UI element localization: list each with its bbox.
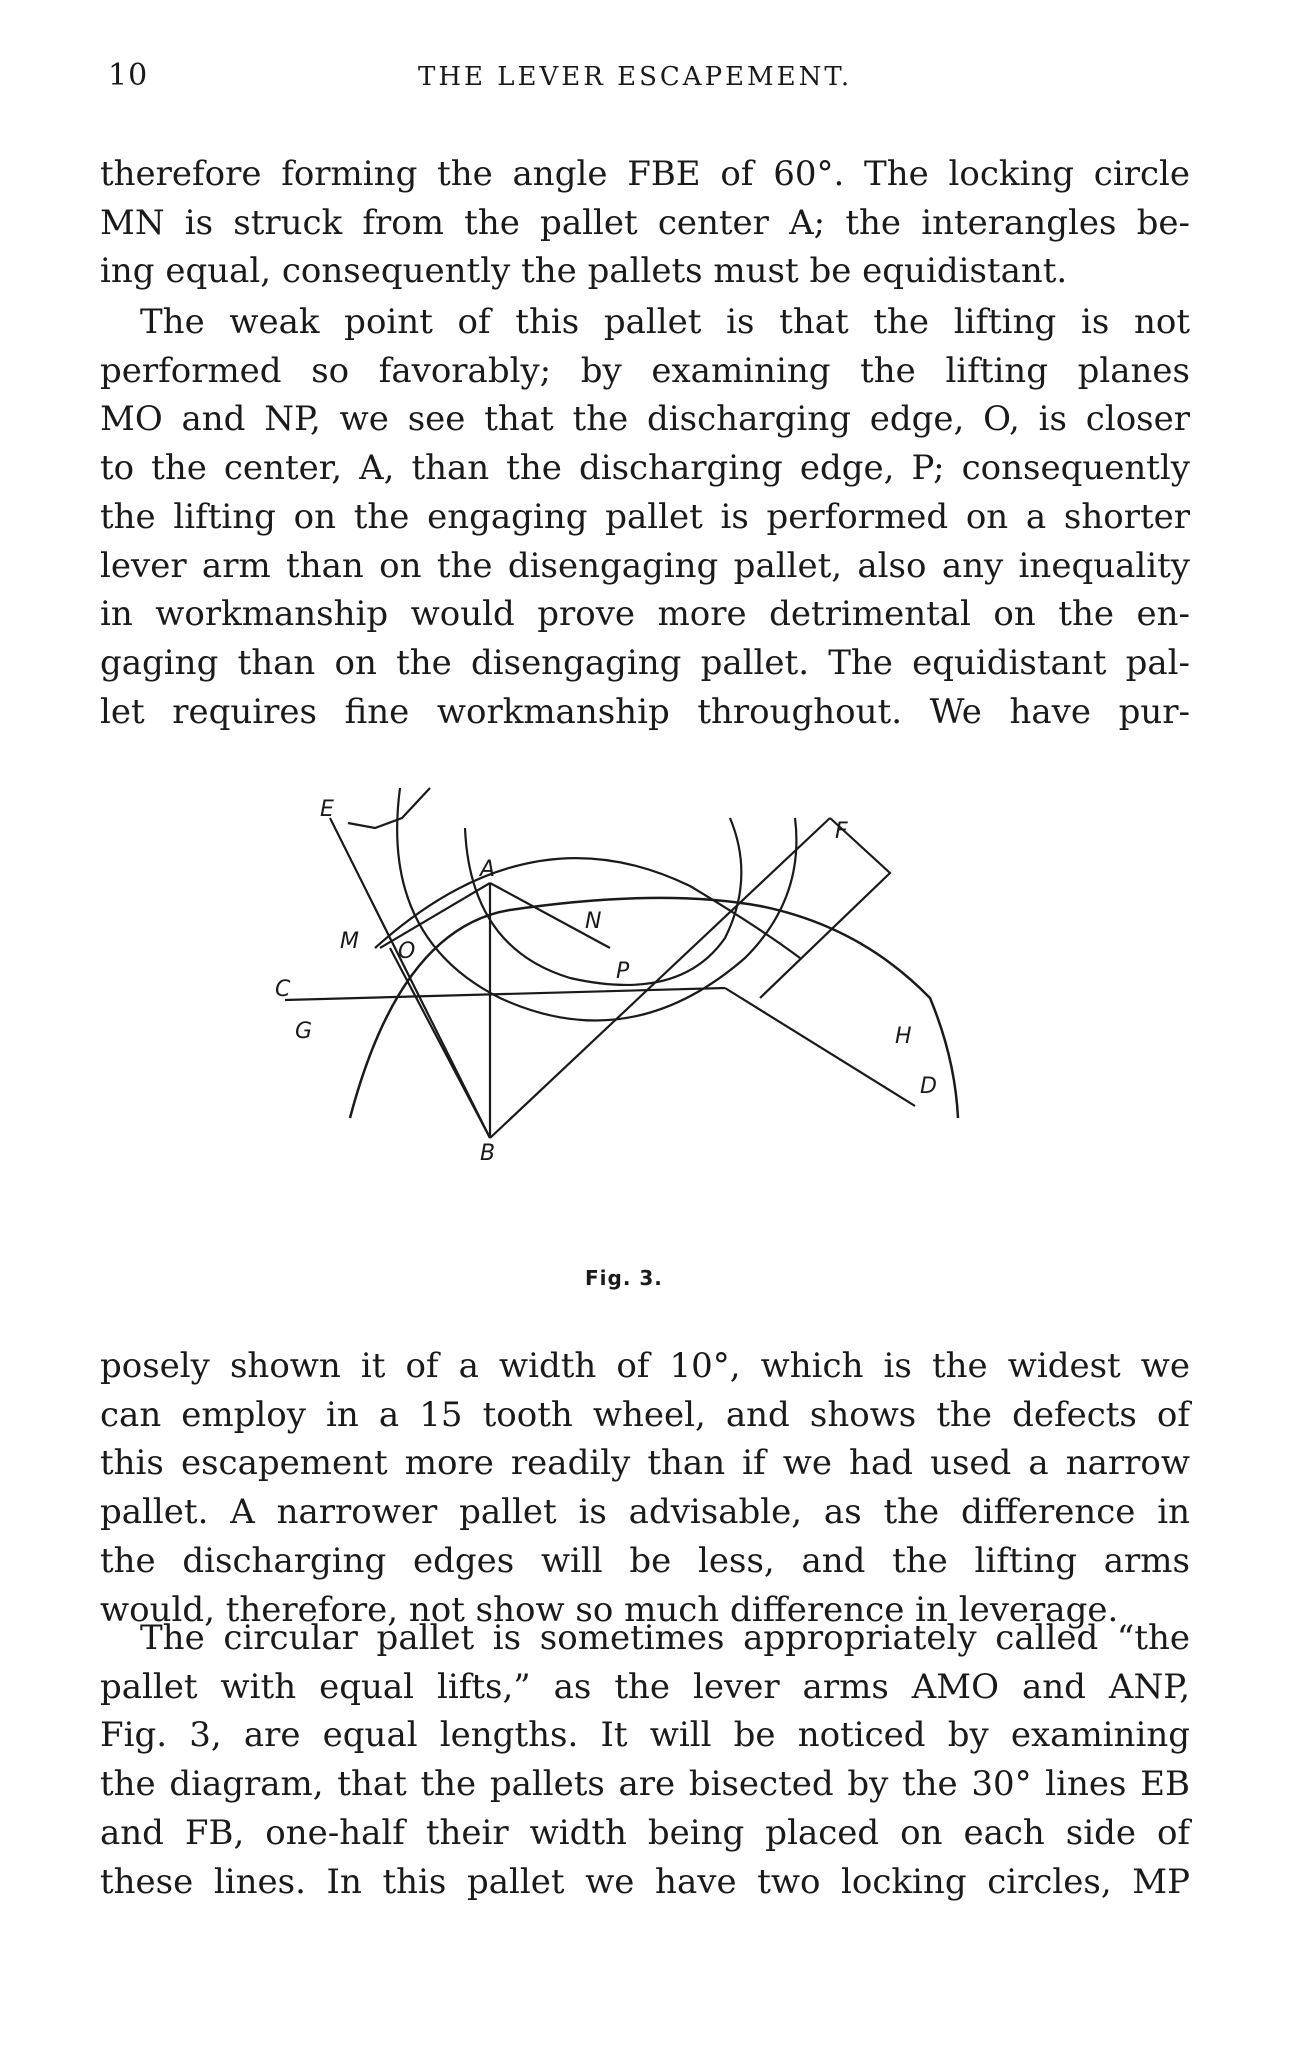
text-line: would, therefore, not show so much difference in leverage. xyxy=(100,1589,1119,1630)
label-e: E xyxy=(320,797,334,822)
label-o: O xyxy=(398,939,416,964)
line-mb xyxy=(390,948,490,1138)
label-g: G xyxy=(295,1019,313,1044)
label-d: D xyxy=(920,1074,937,1099)
label-a: A xyxy=(480,857,496,882)
text-line: and FB, one-half their width being placed on each side of xyxy=(100,1812,1190,1853)
text-line: ing equal, consequently the pallets must be equidistant. xyxy=(100,251,1068,292)
label-c: C xyxy=(275,977,291,1002)
paragraph-2 xyxy=(100,298,1190,736)
text-line: performed so favorably; by examining the lifting planes xyxy=(100,350,1190,391)
page-number: 10 xyxy=(108,58,149,93)
text-line: the lifting on the engaging pallet is performed on a shorter xyxy=(100,496,1190,537)
text-line: MN is struck from the pallet center A; the interangles be- xyxy=(100,202,1190,243)
radius-am xyxy=(380,883,490,948)
text-line: can employ in a 15 tooth wheel, and shows the defects of xyxy=(100,1394,1190,1435)
wheel-arc xyxy=(350,898,958,1118)
label-n: N xyxy=(585,909,602,934)
label-p: P xyxy=(616,959,630,984)
figure-caption: Fig. 3. xyxy=(585,1266,663,1290)
label-f: F xyxy=(835,819,848,844)
text-line: posely shown it of a width of 10°, which is the widest we xyxy=(100,1346,1190,1386)
text-line: pallet with equal lifts,” as the lever arms AMO and ANP, xyxy=(100,1666,1190,1707)
text-line: MO and NP, we see that the discharging edge, O, is closer xyxy=(100,399,1190,440)
running-title: THE LEVER ESCAPEMENT. xyxy=(418,62,853,92)
pallet-left xyxy=(348,788,430,828)
text-line: let requires fine workmanship throughout. We have pur- xyxy=(100,691,1190,732)
text-line: these lines. In this pallet we have two locking circles, MP xyxy=(100,1861,1190,1902)
label-h: H xyxy=(895,1024,912,1049)
text-line: this escapement more readily than if we had used a narrow xyxy=(100,1443,1190,1484)
label-m: M xyxy=(340,929,359,954)
paragraph-4 xyxy=(100,1614,1190,1906)
text-line: Fig. 3, are equal lengths. It will be noticed by examining xyxy=(100,1715,1190,1756)
line-cd xyxy=(285,988,725,1000)
text-line: the diagram, that the pallets are bisected by the 30° lines EB xyxy=(100,1764,1190,1805)
text-line: The weak point of this pallet is that the lifting is not xyxy=(140,302,1190,342)
pallet-right xyxy=(760,818,890,998)
text-line: lever arm than on the disengaging pallet, also any inequality xyxy=(100,545,1190,586)
text-line: The circular pallet is sometimes appropriately called “the xyxy=(140,1618,1190,1658)
paragraph-3 xyxy=(100,1342,1190,1634)
text-line: in workmanship would prove more detrimental on the en- xyxy=(100,594,1190,635)
text-line: the discharging edges will be less, and the lifting arms xyxy=(100,1540,1190,1581)
text-line: therefore forming the angle FBE of 60°. The locking circle xyxy=(100,154,1190,194)
line-fb xyxy=(490,818,830,1138)
text-line: pallet. A narrower pallet is advisable, as the difference in xyxy=(100,1492,1190,1533)
escapement-diagram xyxy=(275,788,970,1258)
paragraph-1 xyxy=(100,150,1190,296)
text-line: to the center, A, than the discharging edge, P; consequently xyxy=(100,448,1190,489)
page-header xyxy=(108,58,1188,98)
text-line: gaging than on the disengaging pallet. The equidistant pal- xyxy=(100,642,1190,683)
pallet-arc-right xyxy=(465,818,741,985)
label-b: B xyxy=(480,1141,496,1166)
